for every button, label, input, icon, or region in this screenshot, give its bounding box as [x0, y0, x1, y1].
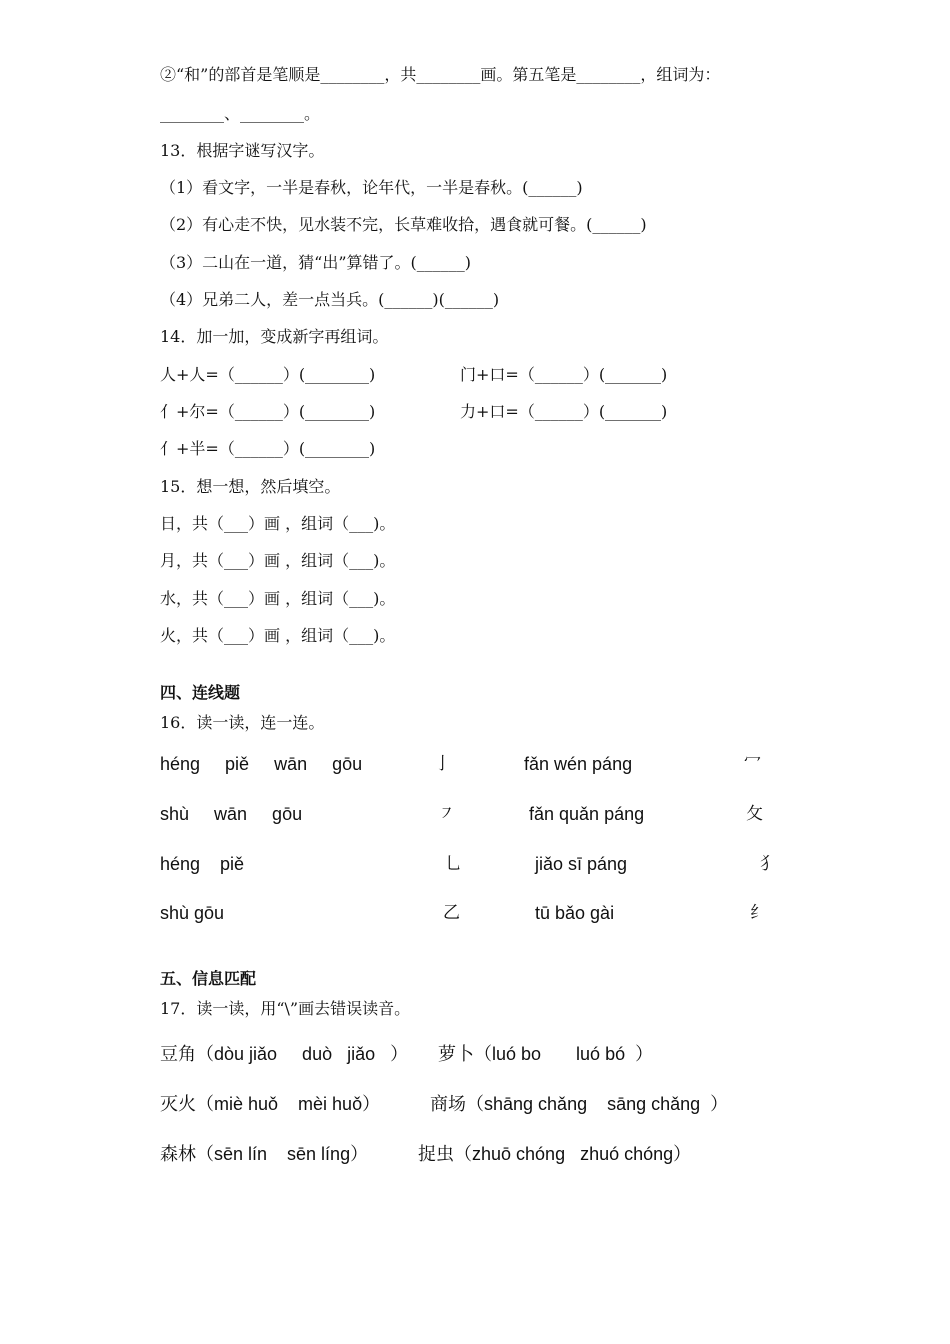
q17-row2-left: 灭火（miè huǒ mèi huǒ） [160, 1094, 381, 1114]
q16-left-pinyin-3: héng piě [160, 854, 245, 874]
section4-heading: 四、连线题 [160, 683, 241, 702]
q17-row3-left: 森林（sēn lín sēn líng） [160, 1144, 369, 1164]
q16-radical-name-1: fǎn wén páng [524, 754, 633, 774]
q16-left-pinyin-1: héng piě wān gōu [160, 754, 363, 774]
q17-title: 17．读一读，用“\”画去错误读音。 [160, 999, 411, 1018]
q14-title: 14．加一加，变成新字再组词。 [160, 327, 389, 346]
q16-stroke-a-4: 乙 [443, 903, 460, 923]
q17-row1-right: 萝卜（luó bo luó bó ） [438, 1044, 654, 1064]
q14-left-2: 亻+尔=（______）(________) [160, 402, 376, 421]
q13-item-2: （2）有心走不快，见水装不完，长草难收拾，遇食就可餐。(______) [160, 215, 647, 234]
q16-left-pinyin-2: shù wān gōu [160, 804, 303, 824]
q14-left-3: 亻+半=（______）(________) [160, 439, 376, 458]
q15-item-2: 月，共（___）画 ，组词（___)。 [160, 551, 396, 570]
q13-item-1: （1）看文字，一半是春秋，论年代，一半是春秋。(______) [160, 178, 583, 197]
q16-stroke-b-1: 冖 [744, 752, 761, 772]
q17-row2-right: 商场（shāng chǎng sāng chǎng ） [430, 1094, 729, 1114]
q16-radical-name-4: tū bǎo gài [535, 903, 615, 923]
q16-radical-name-3: jiǎo sī páng [535, 854, 628, 874]
q16-stroke-b-2: 攵 [746, 804, 763, 824]
q16-stroke-b-3: 犭 [760, 854, 777, 874]
q13-item-3: （3）二山在一道，猜“出”算错了。(______) [160, 253, 472, 272]
q14-right-2: 力+口=（______）(_______) [460, 402, 668, 421]
q16-stroke-a-1: 亅 [434, 754, 451, 774]
q15-title: 15．想一想，然后填空。 [160, 477, 341, 496]
q14-right-1: 门+口=（______）(_______) [460, 365, 668, 384]
q15-item-3: 水，共（___）画 ，组词（___)。 [160, 589, 396, 608]
q16-stroke-a-3: 乚 [445, 854, 462, 874]
section5-heading: 五、信息匹配 [160, 969, 257, 988]
q16-radical-name-2: fǎn quǎn páng [529, 804, 645, 824]
q13-title: 13．根据字谜写汉字。 [160, 141, 325, 160]
q16-title: 16．读一读，连一连。 [160, 713, 325, 732]
q16-stroke-b-4: 纟 [750, 903, 767, 923]
q14-left-1: 人+人=（______）(________) [160, 365, 376, 384]
q17-row3-right: 捉虫（zhuō chóng zhuó chóng） [418, 1144, 692, 1164]
q15-item-4: 火，共（___）画 ，组词（___)。 [160, 626, 396, 645]
q16-stroke-a-2: ㇇ [438, 804, 455, 824]
q16-left-pinyin-4: shù gōu [160, 903, 225, 923]
q17-row1-left: 豆角（dòu jiǎo duò jiǎo ） [160, 1044, 409, 1064]
q13-item-4: （4）兄弟二人，差一点当兵。(______)(______) [160, 290, 500, 309]
q12-item2-line1: ②“和”的部首是笔顺是________，共________画。第五笔是________，组词为： [160, 65, 721, 84]
q12-item2-line2: ________、________。 [160, 104, 321, 123]
q15-item-1: 日，共（___）画 ，组词（___)。 [160, 514, 396, 533]
